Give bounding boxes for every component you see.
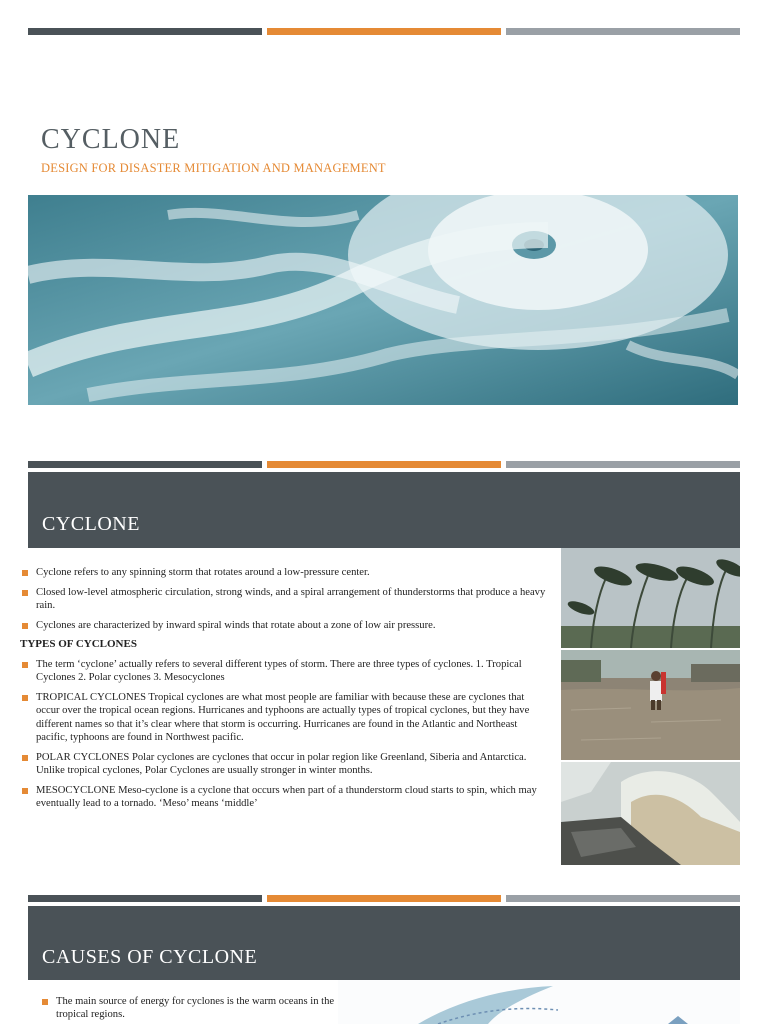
slide1-subtitle: DESIGN FOR DISASTER MITIGATION AND MANAGEMENT (41, 161, 386, 175)
slide3-title: CAUSES OF CYCLONE (42, 946, 258, 968)
bar-dark (28, 895, 262, 902)
bar-grey (506, 28, 740, 35)
bar-dark (28, 461, 262, 468)
cyclone-formation-diagram (338, 980, 740, 1024)
slide1-title: CYCLONE (41, 124, 181, 155)
slide2-body (20, 566, 550, 817)
list-item: MESOCYCLONE Meso-cyclone is a cyclone that occurs when part of a thunderstorm cloud starts to spin, which may eventually lead to a tornado. ‘Meso’ means ‘middle’ (20, 784, 550, 811)
palm-trees-storm-photo (561, 548, 740, 648)
list-item: Cyclones are characterized by inward spiral winds that rotate about a zone of low air pressure. (20, 619, 550, 633)
bar-orange (267, 28, 501, 35)
storm-waves-photo (561, 762, 740, 865)
list-item: POLAR CYCLONES Polar cyclones are cyclones that occur in polar region like Greenland, Siberia and Antarctica. Unlike tropical cyclones, Polar Cyclones are usually stronger in winter months. (20, 751, 550, 778)
bar-orange (267, 895, 501, 902)
list-item: Closed low-level atmospheric circulation, strong winds, and a spiral arrangement of thunderstorms that produce a heavy rain. (20, 586, 550, 613)
slide2-header (28, 472, 740, 548)
list-item: The main source of energy for cyclones is the warm oceans in the tropical regions. (40, 995, 335, 1021)
slide3-body (40, 995, 335, 1027)
slide2-title: CYCLONE (42, 513, 140, 535)
types-heading: TYPES OF CYCLONES (20, 638, 137, 650)
slide3-header (28, 906, 740, 980)
causes-list (40, 995, 335, 1021)
slide3-top-bars (28, 895, 740, 902)
slide1-top-bars (28, 28, 740, 35)
bar-orange (267, 461, 501, 468)
flooded-street-photo (561, 650, 740, 760)
bar-grey (506, 461, 740, 468)
list-item: TROPICAL CYCLONES Tropical cyclones are what most people are familiar with because these are cyclones that occur over the tropical ocean regions. Hurricanes and typhoons are actually types of tropical cyclones, but they have different names so that it’s clear where that storm is occurring. Hurricanes are found in the Atlantic and Northeast pacific, typhoons are found in Northwest pacific. (20, 691, 550, 745)
intro-list (20, 566, 550, 632)
slide2-top-bars (28, 461, 740, 468)
satellite-cyclone-image (28, 195, 738, 405)
list-item: The term ‘cyclone’ actually refers to several different types of storm. There are three types of cyclones. 1. Tropical Cyclones 2. Polar cyclones 3. Mesocyclones (20, 658, 550, 685)
bar-grey (506, 895, 740, 902)
bar-dark (28, 28, 262, 35)
types-list (20, 658, 550, 811)
list-item: Cyclone refers to any spinning storm that rotates around a low-pressure center. (20, 566, 550, 580)
